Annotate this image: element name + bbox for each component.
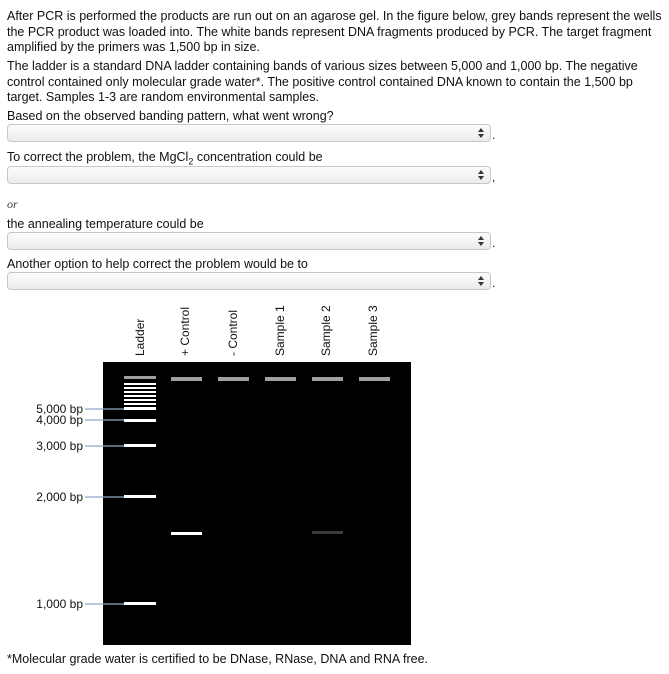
positive-control-band bbox=[171, 532, 202, 535]
well-ladder bbox=[124, 376, 156, 379]
dropdown-arrows-icon bbox=[476, 235, 486, 247]
size-label-5000: 5,000 bp bbox=[36, 402, 83, 416]
question-1-dropdown[interactable] bbox=[7, 124, 491, 142]
dropdown-arrows-icon bbox=[476, 127, 486, 139]
lane-label-sample-2: Sample 2 bbox=[319, 305, 333, 356]
sample-2-faint-band bbox=[312, 531, 343, 534]
question-2-dropdown[interactable] bbox=[7, 166, 491, 184]
intro-paragraph-1: After PCR is performed the products are run out on an agarose gel. In the figure below, grey bands represent the wells the PCR product was loaded into. The white bands represent DNA fragments produced by PCR. The target fragment amplified by the primers was 1,500 bp in size. bbox=[7, 9, 662, 54]
intro-paragraph-2: The ladder is a standard DNA ladder containing bands of various sizes between 5,000 and 1,000 bp. The negative control contained only molecular grade water*. The positive control contained DNA known to contain the 1,500 bp target. Samples 1-3 are random environmental samples. bbox=[7, 59, 638, 104]
ladder-band bbox=[124, 383, 156, 385]
well-negative-control bbox=[218, 377, 249, 381]
ladder-band-3000 bbox=[124, 444, 156, 447]
dropdown-arrows-icon bbox=[476, 169, 486, 181]
well-sample-3 bbox=[359, 377, 390, 381]
ladder-band bbox=[124, 399, 156, 401]
lane-label-sample-3: Sample 3 bbox=[366, 305, 380, 356]
ladder-band bbox=[124, 395, 156, 397]
lane-label-negative-control: - Control bbox=[226, 309, 240, 356]
ladder-band-4000 bbox=[124, 419, 156, 422]
question-3-punctuation: . bbox=[492, 236, 496, 250]
question-2-label-pre: To correct the problem, the MgCl bbox=[7, 150, 189, 164]
lane-label-positive-control: + Control bbox=[178, 306, 192, 356]
size-label-4000: 4,000 bp bbox=[36, 413, 83, 427]
question-4-punctuation: . bbox=[492, 276, 496, 290]
well-sample-1 bbox=[265, 377, 296, 381]
gel-figure bbox=[0, 290, 669, 648]
footnote: *Molecular grade water is certified to be DNase, RNase, DNA and RNA free. bbox=[7, 652, 429, 666]
question-1-punctuation: . bbox=[492, 128, 496, 142]
lane-label-sample-1: Sample 1 bbox=[273, 305, 287, 356]
question-2-label-post: concentration could be bbox=[193, 150, 323, 164]
ladder-band bbox=[124, 387, 156, 389]
well-positive-control bbox=[171, 377, 202, 381]
ladder-band bbox=[124, 403, 156, 405]
question-4-dropdown[interactable] bbox=[7, 272, 491, 290]
or-connector: or bbox=[7, 197, 18, 211]
ladder-band-5000 bbox=[124, 407, 156, 410]
size-label-1000: 1,000 bp bbox=[36, 597, 83, 611]
question-1-label: Based on the observed banding pattern, what went wrong? bbox=[7, 109, 334, 123]
size-label-2000: 2,000 bp bbox=[36, 490, 83, 504]
ladder-band-2000 bbox=[124, 495, 156, 498]
well-sample-2 bbox=[312, 377, 343, 381]
size-label-3000: 3,000 bp bbox=[36, 439, 83, 453]
ladder-band bbox=[124, 391, 156, 393]
ladder-band-1000 bbox=[124, 602, 156, 605]
question-3-dropdown[interactable] bbox=[7, 232, 491, 250]
question-2-label-subscript: 2 bbox=[188, 156, 194, 167]
question-4-label: Another option to help correct the problem would be to bbox=[7, 257, 308, 271]
question-2-punctuation: , bbox=[492, 170, 496, 184]
lane-label-ladder: Ladder bbox=[133, 318, 147, 356]
question-3-label: the annealing temperature could be bbox=[7, 217, 204, 231]
dropdown-arrows-icon bbox=[476, 275, 486, 287]
